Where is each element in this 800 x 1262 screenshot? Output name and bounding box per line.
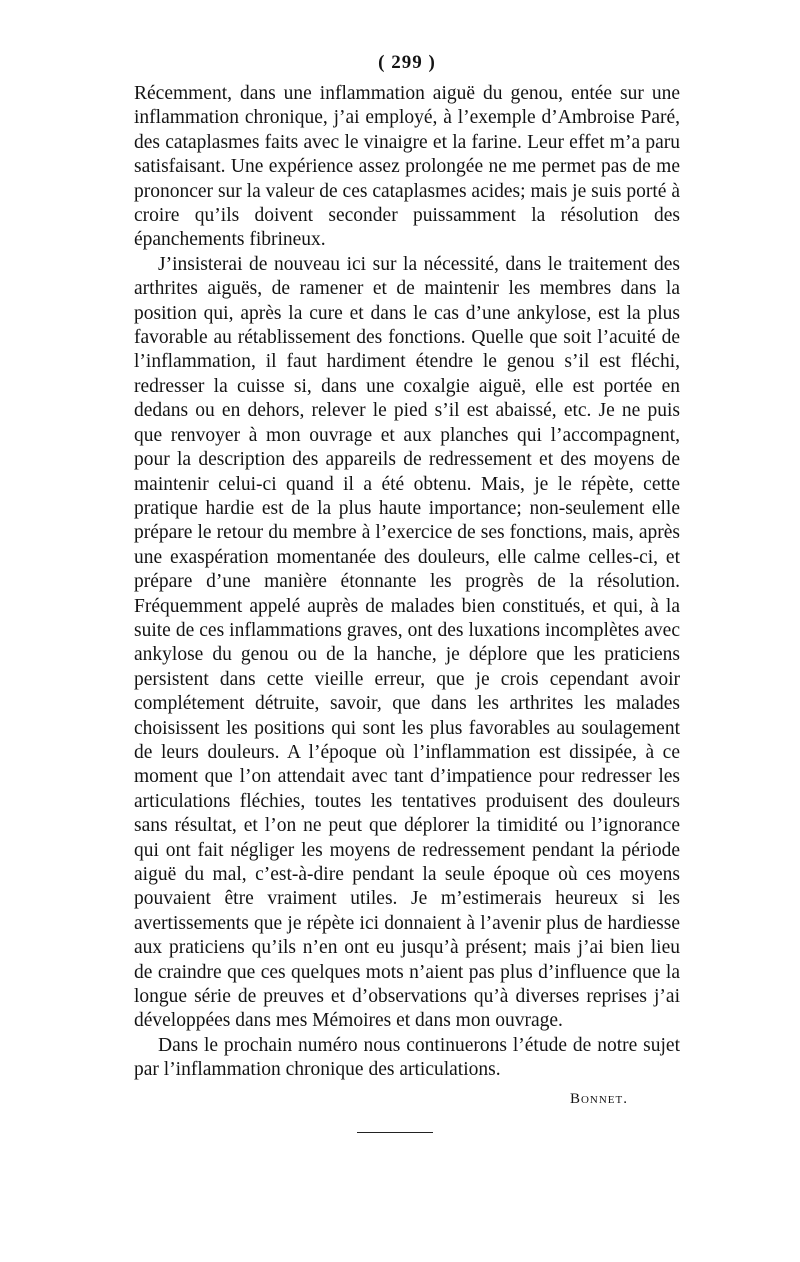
- page-content: [134, 52, 680, 1133]
- paragraph-2: J’insisterai de nouveau ici sur la nécessité, dans le traitement des arthrites aiguës, de ramener et de maintenir les membres dans la position qui, après la cure et dans le cas d’une ankylose, est la plus favorable au rétablissement des fonctions. Quelle que soit l’acuité de l’inflammation, il faut hardiment étendre le genou s’il est fléchi, redresser la cuisse si, dans une coxalgie aiguë, elle est portée en dedans ou en dehors, relever le pied s’il est abaissé, etc. Je ne puis que renvoyer à mon ouvrage et aux planches qui l’accompagnent, pour la description des appareils de redressement et des moyens de maintenir celui-ci quand il a été obtenu. Mais, je le répète, cette pratique hardie est de la plus haute importance; non-seulement elle prépare le retour du membre à l’exercice de ses fonctions, mais, après une exaspération momentanée des douleurs, elle calme celles-ci, et prépare d’une manière étonnante les progrès de la résolution. Fréquemment appelé auprès de malades bien constitués, et qui, à la suite de ces inflammations graves, ont des luxations incomplètes avec ankylose du genou ou de la hanche, je déplore que les praticiens persistent dans cette vieille erreur, que je crois cependant avoir complétement détruite, savoir, que dans les arthrites les malades choisissent les positions qui sont les plus favorables au soulagement de leurs douleurs. A l’époque où l’inflammation est dissipée, à ce moment que l’on attendait avec tant d’impatience pour redresser les articulations fléchies, toutes les tentatives produisent des douleurs sans résultat, et l’on ne peut que déplorer la timidité ou l’ignorance qui ont fait négliger les moyens de redressement pendant la période aiguë du mal, c’est-à-dire pendant la seule époque où ces moyens pouvaient être vraiment utiles. Je m’estimerais heureux si les avertissements que je répète ici donnaient à l’avenir plus de hardiesse aux praticiens qu’ils n’en ont eu jusqu’à présent; mais j’ai bien lieu de craindre que ces quelques mots n’aient pas plus d’influence que la longue série de preuves et d’observations qu’à diverses reprises j’ai développées dans mes Mémoires et dans mon ouvrage.: [134, 253, 680, 1032]
- paragraph-3: Dans le prochain numéro nous continuerons l’étude de notre sujet par l’inflammation chronique des articulations.: [134, 1034, 680, 1081]
- section-divider: [357, 1132, 433, 1133]
- author-signature: Bonnet.: [569, 1090, 628, 1107]
- page-number: ( 299 ): [378, 52, 436, 73]
- paragraph-1: Récemment, dans une inflammation aiguë du genou, entée sur une inflammation chronique, j’ai employé, à l’exemple d’Ambroise Paré, des cataplasmes faits avec le vinaigre et la farine. Leur effet m’a paru satisfaisant. Une expérience assez prolongée ne me permet pas de me prononcer sur la valeur de ces cataplasmes acides; mais je suis porté à croire qu’ils doivent seconder puissamment la résolution des épanchements fibrineux.: [134, 83, 680, 251]
